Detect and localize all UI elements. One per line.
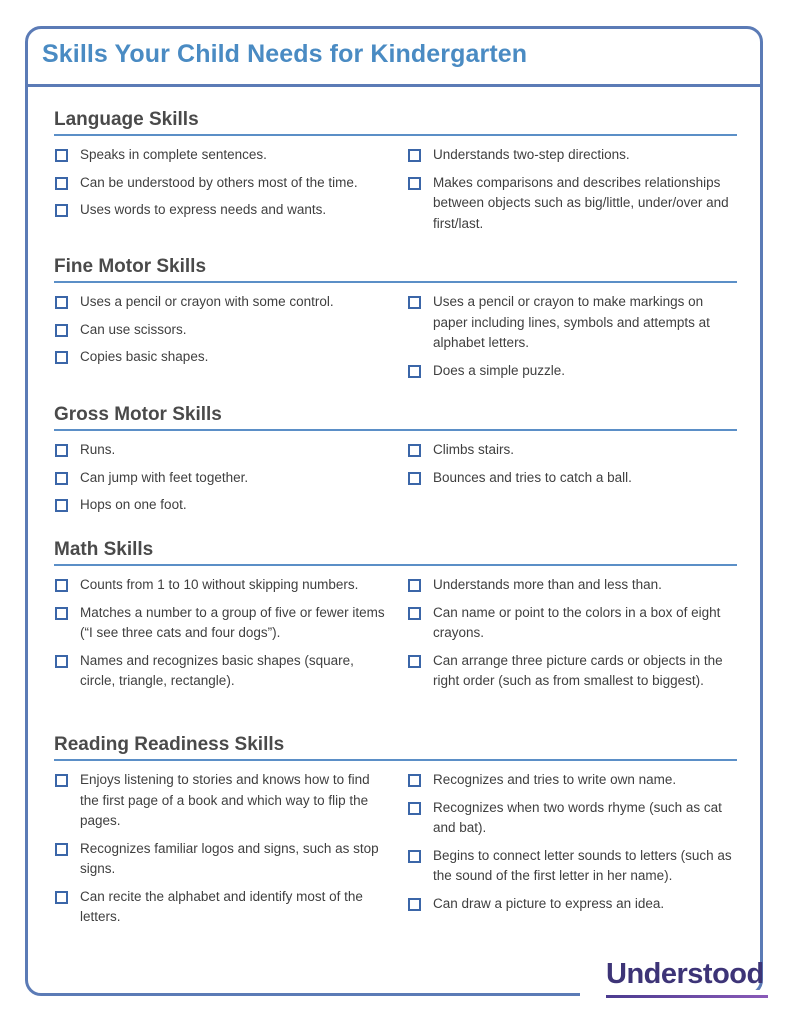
checklist-item <box>407 770 737 791</box>
checkbox[interactable] <box>55 499 68 512</box>
checklist-item <box>407 651 737 692</box>
section-rule <box>54 564 737 566</box>
checklist-item <box>407 361 737 382</box>
checklist-item <box>54 651 389 692</box>
checkbox[interactable] <box>55 472 68 485</box>
checkbox[interactable] <box>408 365 421 378</box>
checklist-item <box>54 887 389 928</box>
checklist-item <box>54 770 389 832</box>
item-text: Uses words to express needs and wants. <box>80 202 327 217</box>
checklist-item <box>407 894 737 915</box>
left-column <box>54 440 389 523</box>
section-heading: Fine Motor Skills <box>54 256 207 277</box>
item-text: Understands two-step directions. <box>433 147 630 162</box>
checklist-item <box>54 839 389 880</box>
checkbox[interactable] <box>408 655 421 668</box>
checkbox[interactable] <box>55 351 68 364</box>
checkbox[interactable] <box>55 607 68 620</box>
checklist-item <box>407 173 737 235</box>
item-text: Uses a pencil or crayon with some control. <box>80 294 334 309</box>
checkbox[interactable] <box>55 149 68 162</box>
item-text: Counts from 1 to 10 without skipping numbers. <box>80 577 359 592</box>
checkbox[interactable] <box>55 296 68 309</box>
checkbox[interactable] <box>408 296 421 309</box>
checklist-item <box>54 292 389 313</box>
checkbox[interactable] <box>55 655 68 668</box>
title-divider <box>28 84 760 87</box>
checklist-item <box>54 468 389 489</box>
item-text: Recognizes when two words rhyme (such as cat and bat). <box>433 799 722 835</box>
left-column <box>54 770 389 935</box>
left-column <box>54 145 389 228</box>
right-column <box>407 770 737 921</box>
section-rule <box>54 281 737 283</box>
section-heading: Gross Motor Skills <box>54 404 222 425</box>
checklist-item <box>407 846 737 887</box>
left-column <box>54 292 389 375</box>
section-fine-motor-skills <box>54 255 737 378</box>
checkbox[interactable] <box>408 444 421 457</box>
checklist-item <box>407 575 737 596</box>
checkbox[interactable] <box>408 802 421 815</box>
right-column <box>407 575 737 699</box>
checklist-item <box>407 798 737 839</box>
item-text: Can arrange three picture cards or objects in the right order (such as from smallest to biggest). <box>433 652 723 688</box>
checklist-item <box>54 145 389 166</box>
section-heading: Language Skills <box>54 109 199 130</box>
item-text: Recognizes and tries to write own name. <box>433 772 677 787</box>
item-text: Can use scissors. <box>80 321 187 337</box>
item-text: Copies basic shapes. <box>80 349 209 364</box>
item-text: Climbs stairs. <box>433 442 515 457</box>
checkbox[interactable] <box>408 579 421 592</box>
understood-logo: Understood <box>606 958 764 990</box>
page-title: Skills Your Child Needs for Kindergarten <box>42 40 528 68</box>
checklist-item <box>54 495 389 516</box>
checkbox[interactable] <box>55 891 68 904</box>
section-rule <box>54 429 737 431</box>
right-column <box>407 145 737 241</box>
item-text: Can be understood by others most of the time. <box>80 174 358 190</box>
checklist-item <box>407 145 737 166</box>
item-text: Does a simple puzzle. <box>433 362 566 378</box>
checkbox[interactable] <box>408 898 421 911</box>
checkbox[interactable] <box>55 843 68 856</box>
item-text: Matches a number to a group of five or fewer items (“I see three cats and four dogs”). <box>80 604 385 640</box>
checkbox[interactable] <box>408 149 421 162</box>
checkbox[interactable] <box>408 177 421 190</box>
item-text: Runs. <box>80 442 116 457</box>
checklist-item <box>407 603 737 644</box>
checklist-item <box>54 603 389 644</box>
section-gross-motor-skills <box>54 403 737 512</box>
item-text: Uses a pencil or crayon to make markings on paper including lines, symbols and attempts at alphabet letters. <box>433 294 710 350</box>
item-text: Recognizes familiar logos and signs, such as stop signs. <box>80 840 379 876</box>
checkbox[interactable] <box>408 607 421 620</box>
item-text: Enjoys listening to stories and knows how to find the first page of a book and which way to flip the pages. <box>80 772 370 828</box>
item-text: Names and recognizes basic shapes (square, circle, triangle, rectangle). <box>80 652 354 688</box>
checklist-item <box>54 575 389 596</box>
item-text: Understands more than and less than. <box>433 577 662 592</box>
logo-underline <box>606 995 768 998</box>
checklist-item <box>54 347 389 368</box>
section-math-skills <box>54 538 737 688</box>
checkbox[interactable] <box>55 444 68 457</box>
checkbox[interactable] <box>408 472 421 485</box>
section-language-skills <box>54 108 737 231</box>
checklist-item <box>407 292 737 354</box>
checkbox[interactable] <box>55 774 68 787</box>
checkbox[interactable] <box>55 204 68 217</box>
section-rule <box>54 759 737 761</box>
item-text: Bounces and tries to catch a ball. <box>433 469 632 485</box>
checklist-item <box>54 200 389 221</box>
item-text: Can recite the alphabet and identify most of the letters. <box>80 888 363 924</box>
item-text: Can name or point to the colors in a box of eight crayons. <box>433 604 721 640</box>
checklist-item <box>54 173 389 194</box>
checklist-item <box>407 440 737 461</box>
item-text: Begins to connect letter sounds to letters (such as the sound of the first letter in her name). <box>433 847 732 883</box>
item-text: Speaks in complete sentences. <box>80 147 267 162</box>
checklist-item <box>407 468 737 489</box>
right-column <box>407 292 737 388</box>
checkbox[interactable] <box>55 324 68 337</box>
checkbox[interactable] <box>408 774 421 787</box>
checklist-item <box>54 440 389 461</box>
item-text: Can draw a picture to express an idea. <box>433 895 665 911</box>
section-reading-readiness-skills <box>54 733 737 924</box>
checkbox[interactable] <box>55 579 68 592</box>
section-rule <box>54 134 737 136</box>
item-text: Hops on one foot. <box>80 497 187 512</box>
checkbox[interactable] <box>55 177 68 190</box>
checkbox[interactable] <box>408 850 421 863</box>
checklist-item <box>54 320 389 341</box>
item-text: Makes comparisons and describes relationships between objects such as big/little, under/over and first/last. <box>433 174 729 231</box>
item-text: Can jump with feet together. <box>80 469 249 485</box>
right-column <box>407 440 737 495</box>
section-heading: Reading Readiness Skills <box>54 734 285 755</box>
section-heading: Math Skills <box>54 539 154 560</box>
left-column <box>54 575 389 699</box>
